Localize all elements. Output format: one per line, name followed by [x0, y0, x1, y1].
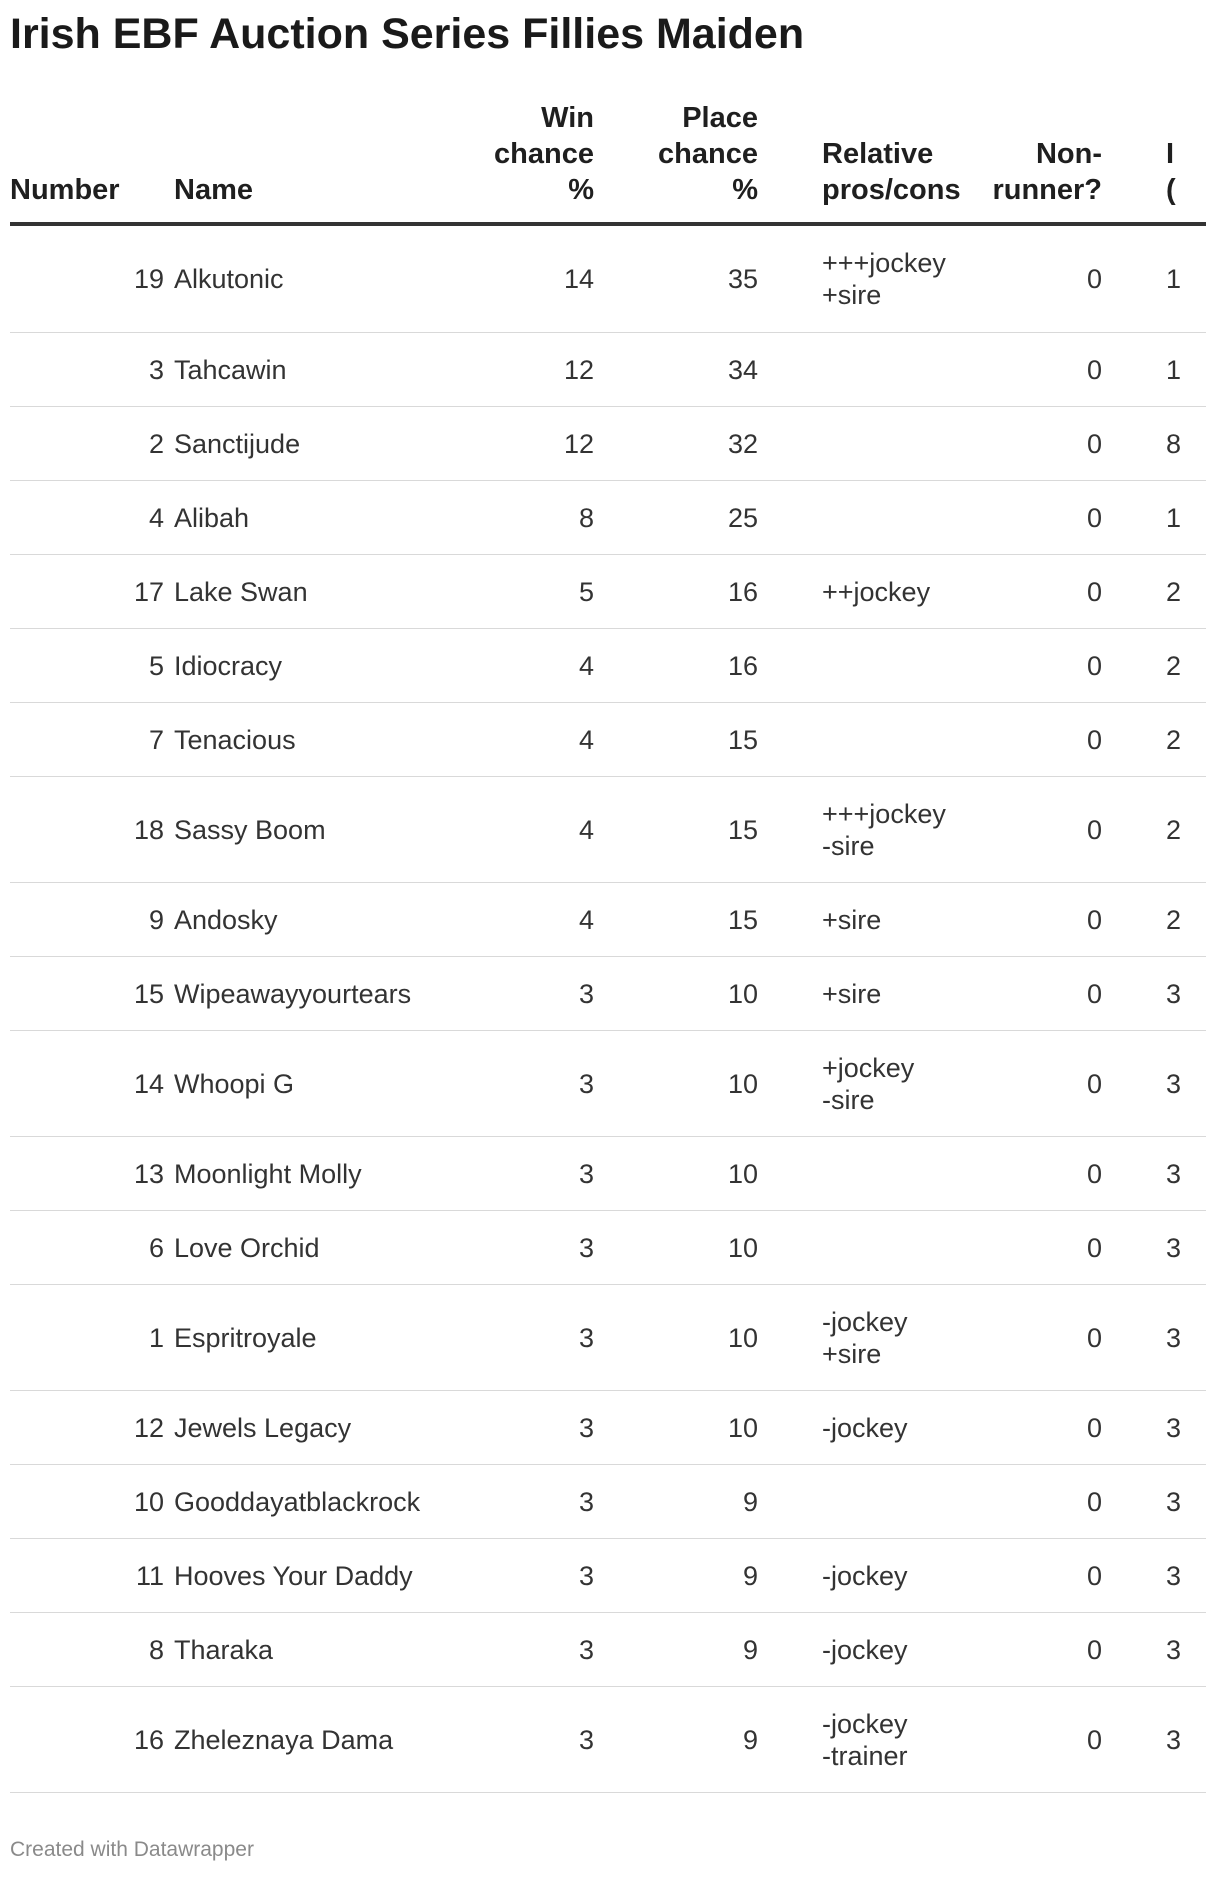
cell-place-chance: 9 [604, 1465, 768, 1539]
pros-cons-line: +sire [822, 280, 882, 310]
cell-pros-cons [768, 1137, 968, 1211]
cell-win-chance: 3 [440, 957, 604, 1031]
cell-place-chance: 16 [604, 555, 768, 629]
cell-extra: 3 [1112, 1539, 1206, 1613]
table-row [10, 407, 1206, 481]
table-row [10, 1211, 1206, 1285]
table-row [10, 957, 1206, 1031]
table-row [10, 1687, 1206, 1793]
header-win-chance[interactable]: Win chance % [440, 100, 604, 224]
pros-cons-line: +sire [822, 978, 882, 1009]
cell-pros-cons [768, 1465, 968, 1539]
table-row [10, 1613, 1206, 1687]
cell-pros-cons [768, 1539, 968, 1613]
footer-credit[interactable]: Created with Datawrapper [10, 1838, 254, 1861]
cell-place-chance: 34 [604, 333, 768, 407]
cell-non-runner: 0 [968, 1285, 1112, 1391]
cell-name: Whoopi G [174, 1031, 440, 1137]
pros-cons-line: -jockey [822, 1560, 908, 1591]
cell-pros-cons [768, 555, 968, 629]
table-row [10, 481, 1206, 555]
cell-name: Gooddayatblackrock [174, 1465, 440, 1539]
cell-win-chance: 12 [440, 407, 604, 481]
table-row [10, 1391, 1206, 1465]
cell-non-runner: 0 [968, 703, 1112, 777]
cell-extra: 2 [1112, 703, 1206, 777]
cell-win-chance: 3 [440, 1391, 604, 1465]
cell-extra: 3 [1112, 1285, 1206, 1391]
cell-name: Alkutonic [174, 224, 440, 333]
cell-name: Sanctijude [174, 407, 440, 481]
cell-non-runner: 0 [968, 1391, 1112, 1465]
cell-extra: 3 [1112, 1211, 1206, 1285]
cell-place-chance: 9 [604, 1539, 768, 1613]
cell-place-chance: 25 [604, 481, 768, 555]
table-body [10, 224, 1206, 1793]
cell-extra: 2 [1112, 883, 1206, 957]
cell-place-chance: 10 [604, 1031, 768, 1137]
cell-win-chance: 14 [440, 224, 604, 333]
cell-non-runner: 0 [968, 1539, 1112, 1613]
cell-number: 15 [10, 957, 174, 1031]
cell-name: Moonlight Molly [174, 1137, 440, 1211]
cell-extra: 2 [1112, 777, 1206, 883]
cell-extra: 3 [1112, 1687, 1206, 1793]
cell-number: 14 [10, 1031, 174, 1137]
cell-extra: 3 [1112, 1137, 1206, 1211]
cell-number: 8 [10, 1613, 174, 1687]
cell-non-runner: 0 [968, 777, 1112, 883]
cell-win-chance: 3 [440, 1285, 604, 1391]
cell-name: Wipeawayyourtears [174, 957, 440, 1031]
cell-name: Jewels Legacy [174, 1391, 440, 1465]
cell-non-runner: 0 [968, 1613, 1112, 1687]
pros-cons-line: -sire [822, 1084, 875, 1115]
cell-number: 18 [10, 777, 174, 883]
cell-extra: 3 [1112, 1465, 1206, 1539]
cell-place-chance: 10 [604, 1211, 768, 1285]
cell-non-runner: 0 [968, 1687, 1112, 1793]
pros-cons-line: +jockey [822, 1052, 915, 1083]
cell-name: Sassy Boom [174, 777, 440, 883]
header-name[interactable]: Name [174, 100, 440, 224]
table-row [10, 555, 1206, 629]
pros-cons-line: -trainer [822, 1740, 908, 1771]
cell-place-chance: 9 [604, 1613, 768, 1687]
cell-win-chance: 4 [440, 629, 604, 703]
cell-pros-cons [768, 1285, 968, 1391]
cell-win-chance: 3 [440, 1137, 604, 1211]
cell-number: 3 [10, 333, 174, 407]
pros-cons-line: +++jockey [822, 798, 946, 829]
cell-pros-cons [768, 481, 968, 555]
runners-table-container[interactable] [10, 100, 1206, 1793]
cell-extra: 3 [1112, 957, 1206, 1031]
cell-place-chance: 10 [604, 1391, 768, 1465]
cell-name: Alibah [174, 481, 440, 555]
cell-name: Tharaka [174, 1613, 440, 1687]
cell-win-chance: 3 [440, 1613, 604, 1687]
pros-cons-line: +sire [822, 1338, 882, 1369]
cell-win-chance: 3 [440, 1539, 604, 1613]
cell-extra: 2 [1112, 629, 1206, 703]
cell-extra: 1 [1112, 224, 1206, 333]
cell-non-runner: 0 [968, 224, 1112, 333]
cell-non-runner: 0 [968, 629, 1112, 703]
cell-name: Hooves Your Daddy [174, 1539, 440, 1613]
cell-place-chance: 15 [604, 703, 768, 777]
header-place-chance[interactable]: Place chance % [604, 100, 768, 224]
table-row [10, 1031, 1206, 1137]
cell-pros-cons [768, 777, 968, 883]
table-row [10, 1465, 1206, 1539]
cell-name: Love Orchid [174, 1211, 440, 1285]
cell-extra: 1 [1112, 333, 1206, 407]
cell-place-chance: 15 [604, 777, 768, 883]
cell-place-chance: 35 [604, 224, 768, 333]
cell-win-chance: 3 [440, 1465, 604, 1539]
cell-name: Idiocracy [174, 629, 440, 703]
cell-win-chance: 5 [440, 555, 604, 629]
pros-cons-line: -jockey [822, 1634, 908, 1665]
runners-table [10, 100, 1206, 1793]
pros-cons-line: -jockey [822, 1306, 908, 1337]
table-row [10, 703, 1206, 777]
cell-win-chance: 4 [440, 777, 604, 883]
cell-extra: 8 [1112, 407, 1206, 481]
cell-name: Zheleznaya Dama [174, 1687, 440, 1793]
pros-cons-line: +sire [822, 904, 882, 935]
cell-pros-cons [768, 629, 968, 703]
cell-number: 16 [10, 1687, 174, 1793]
pros-cons-line: +++jockey [822, 248, 946, 278]
table-row [10, 1539, 1206, 1613]
cell-pros-cons [768, 1391, 968, 1465]
cell-number: 13 [10, 1137, 174, 1211]
cell-extra: 1 [1112, 481, 1206, 555]
cell-number: 5 [10, 629, 174, 703]
cell-win-chance: 3 [440, 1031, 604, 1137]
cell-non-runner: 0 [968, 883, 1112, 957]
cell-extra: 3 [1112, 1613, 1206, 1687]
cell-number: 4 [10, 481, 174, 555]
table-row [10, 224, 1206, 333]
pros-cons-line: -jockey [822, 1708, 908, 1739]
pros-cons-line: -jockey [822, 1412, 908, 1443]
cell-place-chance: 15 [604, 883, 768, 957]
cell-non-runner: 0 [968, 407, 1112, 481]
cell-place-chance: 10 [604, 957, 768, 1031]
cell-pros-cons [768, 1031, 968, 1137]
cell-number: 12 [10, 1391, 174, 1465]
cell-win-chance: 4 [440, 703, 604, 777]
cell-non-runner: 0 [968, 555, 1112, 629]
pros-cons-line: ++jockey [822, 576, 931, 607]
cell-pros-cons [768, 1211, 968, 1285]
cell-number: 10 [10, 1465, 174, 1539]
header-number[interactable]: Number [10, 100, 174, 224]
cell-pros-cons [768, 1613, 968, 1687]
cell-non-runner: 0 [968, 957, 1112, 1031]
cell-number: 19 [10, 224, 174, 333]
cell-number: 9 [10, 883, 174, 957]
header-pros-cons[interactable]: Relative pros/cons [768, 100, 968, 224]
cell-pros-cons [768, 407, 968, 481]
cell-pros-cons [768, 883, 968, 957]
header-non-runner[interactable]: Non- runner? [968, 100, 1112, 224]
cell-pros-cons [768, 224, 968, 333]
pros-cons-line: -sire [822, 830, 875, 861]
cell-extra: 2 [1112, 555, 1206, 629]
cell-win-chance: 12 [440, 333, 604, 407]
cell-non-runner: 0 [968, 1211, 1112, 1285]
cell-name: Espritroyale [174, 1285, 440, 1391]
cell-number: 6 [10, 1211, 174, 1285]
cell-name: Tahcawin [174, 333, 440, 407]
cell-number: 2 [10, 407, 174, 481]
cell-number: 11 [10, 1539, 174, 1613]
cell-pros-cons [768, 957, 968, 1031]
cell-non-runner: 0 [968, 1465, 1112, 1539]
cell-place-chance: 10 [604, 1137, 768, 1211]
cell-place-chance: 9 [604, 1687, 768, 1793]
table-row [10, 777, 1206, 883]
header-extra[interactable]: I ( [1112, 100, 1206, 224]
table-header-row [10, 100, 1206, 224]
cell-place-chance: 10 [604, 1285, 768, 1391]
cell-name: Tenacious [174, 703, 440, 777]
cell-number: 1 [10, 1285, 174, 1391]
cell-win-chance: 3 [440, 1687, 604, 1793]
cell-win-chance: 4 [440, 883, 604, 957]
cell-pros-cons [768, 333, 968, 407]
table-row [10, 333, 1206, 407]
cell-win-chance: 3 [440, 1211, 604, 1285]
cell-non-runner: 0 [968, 1137, 1112, 1211]
cell-non-runner: 0 [968, 333, 1112, 407]
table-row [10, 1137, 1206, 1211]
cell-name: Lake Swan [174, 555, 440, 629]
cell-win-chance: 8 [440, 481, 604, 555]
cell-number: 17 [10, 555, 174, 629]
cell-non-runner: 0 [968, 481, 1112, 555]
cell-extra: 3 [1112, 1391, 1206, 1465]
cell-place-chance: 16 [604, 629, 768, 703]
cell-number: 7 [10, 703, 174, 777]
chart-title: Irish EBF Auction Series Fillies Maiden [10, 10, 805, 58]
table-row [10, 883, 1206, 957]
cell-place-chance: 32 [604, 407, 768, 481]
cell-pros-cons [768, 1687, 968, 1793]
table-row [10, 1285, 1206, 1391]
cell-extra: 3 [1112, 1031, 1206, 1137]
table-row [10, 629, 1206, 703]
cell-name: Andosky [174, 883, 440, 957]
cell-pros-cons [768, 703, 968, 777]
cell-non-runner: 0 [968, 1031, 1112, 1137]
